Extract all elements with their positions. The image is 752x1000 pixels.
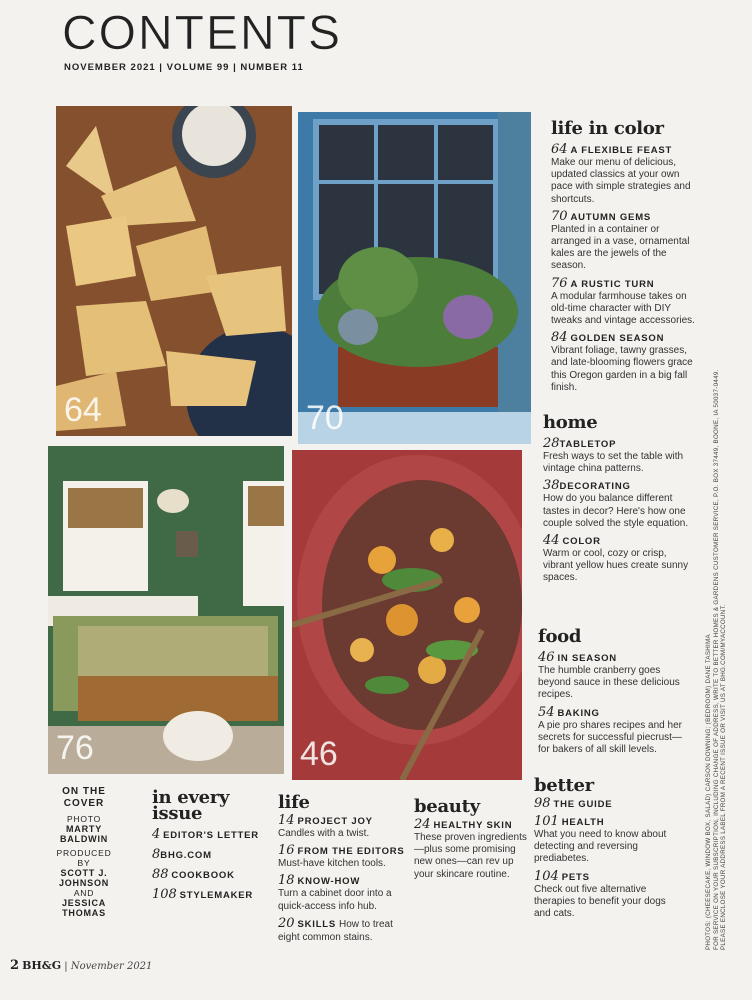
entry-desc: Turn a cabinet door into a quick-access info hub. <box>278 888 392 912</box>
page-title: CONTENTS <box>62 7 342 60</box>
section-life <box>278 792 408 944</box>
toc-entry[interactable] <box>152 828 277 843</box>
page-number: 70 <box>551 208 568 224</box>
toc-entry[interactable] <box>278 915 408 944</box>
entry-desc: Planted in a container or arranged in a vase, ornamental kales are the jewels of the season. <box>551 223 690 272</box>
page-number: 84 <box>551 330 568 346</box>
credit-line: FOR SERVICE ON YOUR SUBSCRIPTION, INCLUDING CHANGE OF ADDRESS, WRITE TO BETTER HOMES & GARDENS CUSTOMER SERVICE, P.O. BOX 37449, BOONE, IA 50037-0449. <box>712 369 720 950</box>
section-heading: home <box>543 412 598 433</box>
page-number: 38 <box>543 478 560 494</box>
toc-entry[interactable] <box>152 888 277 903</box>
cover-credits <box>52 786 116 918</box>
entry-desc: How to treat eight common stains. <box>278 918 393 944</box>
entry-desc: Fresh ways to set the table with vintage china patterns. <box>543 451 684 475</box>
toc-entry[interactable] <box>152 868 277 883</box>
entry-title: COOKBOOK <box>171 870 235 881</box>
photo-page-number: 46 <box>300 735 338 773</box>
toc-entry[interactable] <box>414 819 534 881</box>
toc-entry[interactable] <box>534 868 684 921</box>
section-home <box>543 412 693 585</box>
entry-desc: What you need to know about detecting and reversing prediabetes. <box>534 829 667 865</box>
toc-entry[interactable] <box>278 875 408 912</box>
entry-title: EDITOR'S LETTER <box>163 830 259 841</box>
entry-title: BAKING <box>557 707 600 719</box>
section-beauty <box>414 796 534 881</box>
producer: SCOTT J. <box>60 868 108 878</box>
entry-desc: Warm or cool, cozy or crisp, vibrant yellow hues create sunny spaces. <box>543 548 689 584</box>
toc-entry[interactable] <box>278 815 408 840</box>
photo-page-number: 70 <box>306 399 344 437</box>
issue-line: NOVEMBER 2021 | VOLUME 99 | NUMBER 11 <box>64 62 304 73</box>
section-heading: food <box>538 626 582 647</box>
entry-desc: These proven ingredients—plus some promising new ones—can rev up your skincare routine. <box>414 832 527 880</box>
entry-title: AUTUMN GEMS <box>570 211 652 223</box>
footer-date: November 2021 <box>70 961 153 972</box>
section-in-every-issue <box>152 787 277 903</box>
entry-title: BHG.COM <box>160 850 212 861</box>
entry-title: PETS <box>561 871 590 883</box>
toc-entry[interactable] <box>538 704 688 757</box>
credit-line: PHOTOS: (CHEESECAKE, WINDOW BOX, SALAD) CARSON DOWNING; (BEDROOM) DANE TASHIMA <box>705 634 712 950</box>
credit-line: PLEASE ENCLOSE YOUR ADDRESS LABEL FROM A RECENT ISSUE OR VISIT US AT BHG.COM/MYACCOUNT. <box>720 604 727 950</box>
entry-desc: Must-have kitchen tools. <box>278 858 386 870</box>
toc-entry[interactable] <box>538 652 688 702</box>
producer: THOMAS <box>62 908 106 918</box>
toc-entry[interactable] <box>551 332 701 394</box>
produced-label: BY <box>77 858 91 868</box>
producer: JOHNSON <box>58 878 110 888</box>
page-number: 44 <box>543 533 560 549</box>
page-number: 64 <box>551 142 568 157</box>
entry-title: COLOR <box>562 536 601 548</box>
page-footer: 2 BH&G | November 2021 <box>10 958 153 973</box>
page-number: 16 <box>278 843 295 859</box>
section-heading: beauty <box>414 796 480 817</box>
photo-label: PHOTO <box>66 814 102 824</box>
section-life-in-color <box>551 118 701 394</box>
entry-desc: The humble cranberry goes beyond sauce in these delicious recipes. <box>538 665 680 701</box>
toc-entry[interactable] <box>543 535 693 585</box>
page-number: 88 <box>152 867 169 882</box>
and-label: AND <box>73 888 95 898</box>
toc-entry[interactable] <box>543 480 693 530</box>
page-number: 101 <box>534 814 559 829</box>
photographer: BALDWIN <box>59 834 109 844</box>
photo-page-number: 76 <box>56 729 94 767</box>
section-heading: better <box>534 775 594 796</box>
page-number: 28 <box>543 436 560 451</box>
page-number: 14 <box>278 813 295 828</box>
toc-entry[interactable] <box>152 848 277 863</box>
toc-entry[interactable] <box>534 798 684 811</box>
entry-desc: How do you balance different tastes in decor? Here's how one couple solved the style equation. <box>543 493 689 529</box>
toc-entry[interactable] <box>534 816 684 866</box>
section-heading: in every <box>152 787 230 808</box>
photo-page-number: 64 <box>64 391 102 429</box>
salad-photo <box>292 450 522 780</box>
window-box-illustration <box>298 112 531 444</box>
entry-title: HEALTH <box>561 817 605 828</box>
entry-title: DECORATING <box>559 481 631 493</box>
entry-title: KNOW-HOW <box>297 876 361 888</box>
toc-entry[interactable] <box>278 845 408 870</box>
page-number: 18 <box>278 873 295 889</box>
page-number: 24 <box>414 817 431 832</box>
entry-desc: A pie pro shares recipes and her secrets for successful piecrust—for bakers of all skill levels. <box>538 719 682 756</box>
section-heading: life in color <box>551 118 664 139</box>
cover-heading: COVER <box>63 798 105 809</box>
bedroom-photo <box>48 446 284 774</box>
entry-title: THE GUIDE <box>553 799 613 810</box>
section-heading: issue <box>152 803 203 824</box>
page-number: 76 <box>551 275 568 291</box>
producer: JESSICA <box>61 898 107 908</box>
entry-desc: Candles with a twist. <box>278 828 370 839</box>
entry-title: A RUSTIC TURN <box>570 278 655 290</box>
entry-title: PROJECT JOY <box>297 816 373 827</box>
toc-entry[interactable] <box>551 208 701 273</box>
section-better <box>534 775 684 920</box>
window-box-photo <box>298 112 531 444</box>
bedroom-illustration <box>48 446 284 774</box>
page-number: 2 <box>10 958 20 973</box>
page-number: 4 <box>152 827 161 842</box>
page-number: 46 <box>538 650 555 665</box>
brand-logo: BH&G <box>22 959 62 972</box>
page-number: 54 <box>538 704 555 720</box>
page-number: 108 <box>152 887 177 902</box>
entry-title: GOLDEN SEASON <box>570 333 665 345</box>
page-number: 104 <box>534 868 559 884</box>
entry-title: IN SEASON <box>557 653 617 664</box>
section-food <box>538 626 688 756</box>
toc-entry[interactable] <box>551 275 701 328</box>
section-heading: life <box>278 792 310 813</box>
cheesecake-illustration <box>56 106 292 436</box>
entry-desc: Make our menu of delicious, updated classics at your own pace with simple strategies and shortcuts. <box>551 157 691 205</box>
toc-entry[interactable] <box>551 144 701 206</box>
entry-title: SKILLS <box>297 918 337 930</box>
entry-title: A FLEXIBLE FEAST <box>570 145 673 156</box>
cheesecake-photo <box>56 106 292 436</box>
page-number: 8 <box>152 847 161 862</box>
salad-illustration <box>292 450 522 780</box>
entry-desc: A modular farmhouse takes on old-time character with DIY tweaks and vintage accessories. <box>551 290 695 327</box>
entry-title: FROM THE EDITORS <box>297 846 405 858</box>
entry-desc: Vibrant foliage, tawny grasses, and late-blooming flowers grace this Oregon garden in a big fall finish. <box>551 345 693 393</box>
photographer: MARTY <box>66 824 102 834</box>
toc-entry[interactable] <box>543 438 693 475</box>
produced-label: PRODUCED <box>56 848 112 858</box>
entry-title: TABLETOP <box>559 439 617 450</box>
entry-title: HEALTHY SKIN <box>433 820 513 831</box>
entry-title: STYLEMAKER <box>179 890 254 901</box>
cover-heading: ON THE <box>62 786 106 797</box>
page-number: 98 <box>534 796 551 811</box>
entry-desc: Check out five alternative therapies to benefit your dogs and cats. <box>534 883 666 920</box>
page-number: 20 <box>278 915 295 931</box>
